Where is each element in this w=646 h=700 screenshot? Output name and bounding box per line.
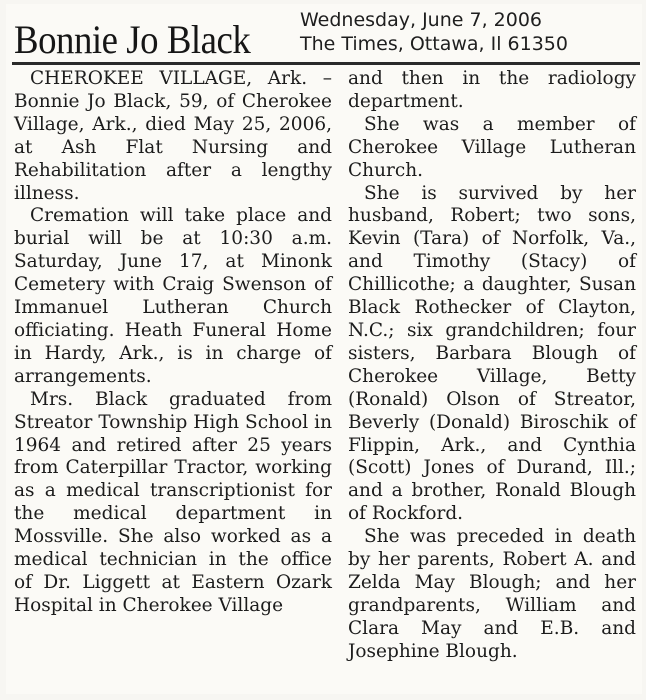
article-column-right	[348, 68, 636, 664]
article-paragraph-continuation: and then in the radiology department.	[348, 68, 636, 112]
article-paragraph: Mrs. Black graduated from Streator Township High School in 1964 and retired after 25 years from Caterpillar Tractor, working as a medical transcriptionist for the medical department in Mossville. She also worked as a medical technician in the office of Dr. Liggett at Eastern Ozark Hospital in Cherokee Village	[14, 388, 332, 616]
article-paragraph: She is survived by her husband, Robert; two sons, Kevin (Tara) of Norfolk, Va., and Timothy (Stacy) of Chillicothe; a daughter, Susan Black Rothecker of Clayton, N.C.; six grandchildren; four sisters, Barbara Blough of Cherokee Village, Betty (Ronald) Olson of Streator, Beverly (Donald) Biroschik of Flippin, Ark., and Cynthia (Scott) Jones of Durand, Ill.; and a brother, Ronald Blough of Rockford.	[348, 182, 636, 525]
article-paragraph: CHEROKEE VILLAGE, Ark. – Bonnie Jo Black, 59, of Cherokee Village, Ark., died May 25, 2006, at Ash Flat Nursing and Rehabilitation after a lengthy illness.	[14, 68, 332, 204]
article-column-left	[14, 68, 332, 618]
article-paragraph: She was preceded in death by her parents, Robert A. and Zelda May Blough; and her grandparents, William and Clara May and E.B. and Josephine Blough.	[348, 526, 636, 662]
obituary-name-heading: Bonnie Jo Black	[14, 17, 251, 62]
obituary-header	[8, 8, 638, 64]
header-divider	[12, 62, 640, 65]
publication-date: Wednesday, June 7, 2006	[300, 9, 543, 31]
article-paragraph: Cremation will take place and burial will be at 10:30 a.m. Saturday, June 17, at Minonk Cemetery with Craig Swenson of Immanuel Lutheran Church officiating. Heath Funeral Home in Hardy, Ark., is in charge of arrangements.	[14, 205, 332, 387]
publication-info	[300, 8, 568, 56]
publication-name: The Times, Ottawa, Il 61350	[300, 33, 568, 55]
article-paragraph: She was a member of Cherokee Village Lutheran Church.	[348, 113, 636, 181]
